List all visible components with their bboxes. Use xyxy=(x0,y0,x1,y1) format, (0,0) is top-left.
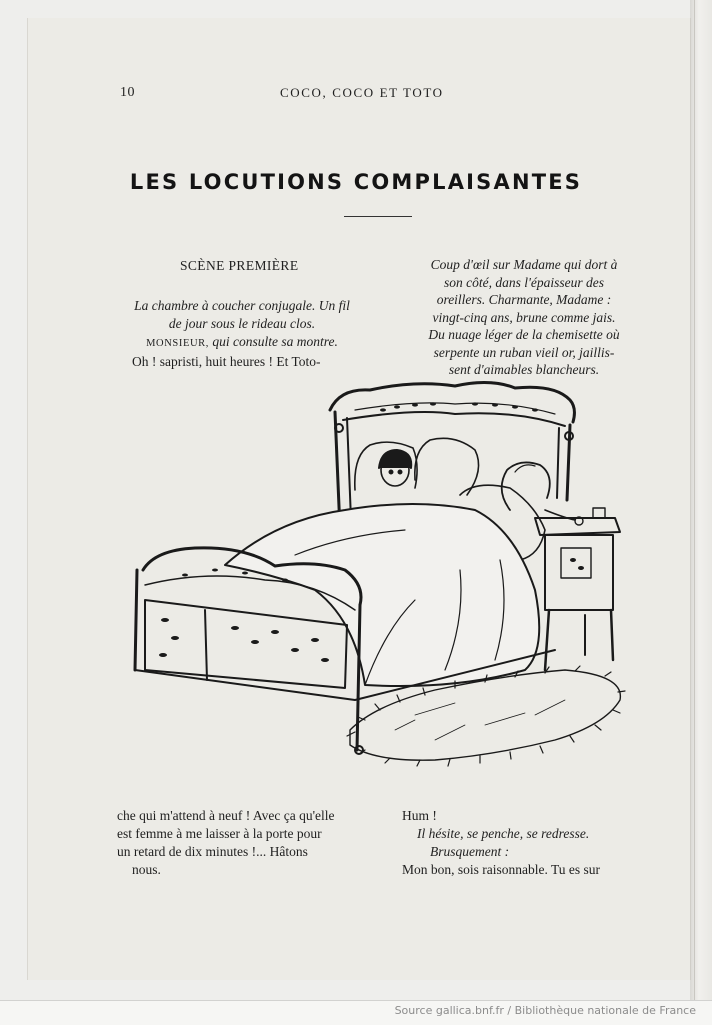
speech-line: che qui m'attend à neuf ! Avec ça qu'elle xyxy=(117,808,335,823)
bed-scene-illustration xyxy=(115,370,645,780)
left-column-bottom xyxy=(117,807,369,879)
running-title: COCO, COCO ET TOTO xyxy=(280,85,444,100)
stage-direction: Il hésite, se penche, se redresse. xyxy=(417,826,590,841)
chapter-title: LES LOCUTIONS COMPLAISANTES xyxy=(129,170,583,194)
speech-line: Oh ! sapristi, huit heures ! Et Toto- xyxy=(132,354,321,369)
speech-line: nous. xyxy=(132,862,161,877)
character-action: qui consulte sa montre. xyxy=(209,334,338,349)
speech-line: Hum ! xyxy=(402,808,437,823)
scene-title: SCÈNE PREMIÈRE xyxy=(180,258,299,273)
speech-line: Mon bon, sois raisonnable. Tu es sur xyxy=(402,862,601,877)
character-line xyxy=(117,333,367,353)
stage-line: serpente un ruban vieil or, jaillis- xyxy=(433,344,615,360)
stage-direction: La chambre à coucher conjugale. Un fil xyxy=(134,298,350,313)
stage-line: oreillers. Charmante, Madame : xyxy=(436,292,612,307)
right-column-top xyxy=(404,256,644,379)
character-name: MONSIEUR, xyxy=(146,338,209,349)
stage-line: Coup d'œil sur Madame qui dort à xyxy=(430,257,618,272)
stage-direction: Brusquement : xyxy=(430,844,510,859)
left-column-top xyxy=(117,297,367,371)
source-credit: Source gallica.bnf.fr / Bibliothèque nationale de France xyxy=(394,1004,696,1017)
speech-line: est femme à me laisser à la porte pour xyxy=(117,826,322,841)
stage-line: son côté, dans l'épaisseur des xyxy=(444,274,604,290)
stage-line: sent d'aimables blancheurs. xyxy=(448,362,600,377)
stage-line: Du nuage léger de la chemisette où xyxy=(428,327,620,342)
title-rule xyxy=(344,216,412,217)
stage-direction: de jour sous le rideau clos. xyxy=(168,316,316,331)
page-number: 10 xyxy=(120,85,135,100)
speech-line: un retard de dix minutes !... Hâtons xyxy=(117,844,308,859)
stage-line: vingt-cinq ans, brune comme jais. xyxy=(432,309,616,325)
right-column-bottom xyxy=(402,807,642,879)
page-edge xyxy=(690,0,712,1000)
